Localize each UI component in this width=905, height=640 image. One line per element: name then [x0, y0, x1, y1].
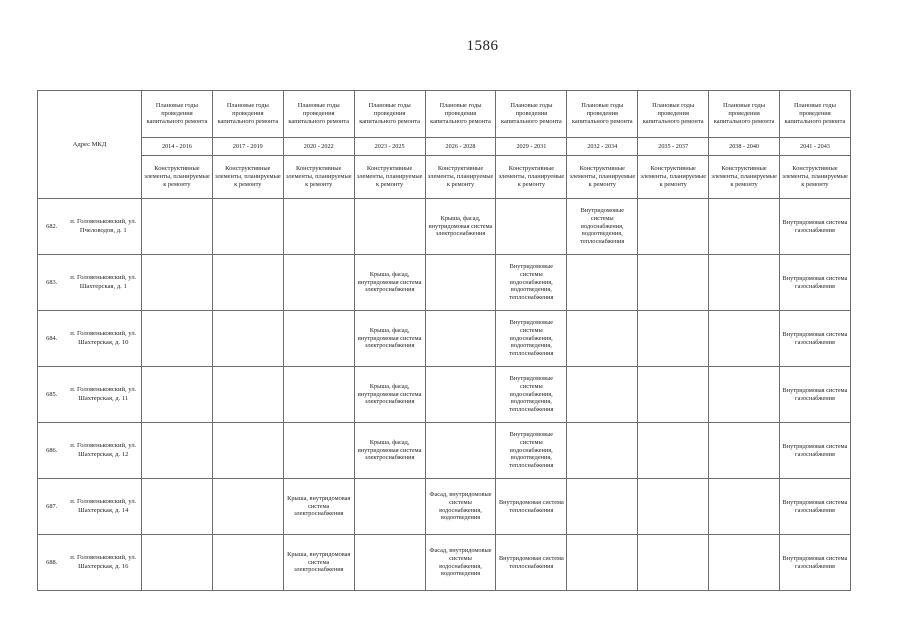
planned-works-cell: Внутридомовая система газоснабжения — [780, 367, 851, 423]
year-range-header: 2032 - 2034 — [567, 138, 638, 156]
year-range-header: 2035 - 2037 — [638, 138, 709, 156]
planned-works-cell — [709, 311, 780, 367]
plan-years-header: Плановые годы проведения капитального ремонта — [142, 91, 213, 138]
elements-header: Конструктивные элементы, планируемые к ремонту — [496, 156, 567, 199]
planned-works-cell: Внутридомовая система газоснабжения — [780, 423, 851, 479]
year-range-header: 2038 - 2040 — [709, 138, 780, 156]
year-range-header: 2020 - 2022 — [283, 138, 354, 156]
header-elements-row — [38, 156, 851, 199]
row-number: 683. — [38, 255, 66, 311]
planned-works-cell — [638, 255, 709, 311]
plan-years-header: Плановые годы проведения капитального ремонта — [780, 91, 851, 138]
year-range-header: 2017 - 2019 — [212, 138, 283, 156]
planned-works-cell — [425, 255, 496, 311]
planned-works-cell — [354, 535, 425, 591]
planned-works-cell: Внутридомовая система газоснабжения — [780, 311, 851, 367]
planned-works-cell — [567, 535, 638, 591]
planned-works-cell — [638, 367, 709, 423]
planned-works-cell — [283, 311, 354, 367]
planned-works-cell: Крыша, фасад, внутридомовая система электроснабжения — [354, 255, 425, 311]
planned-works-cell — [709, 367, 780, 423]
plan-years-header: Плановые годы проведения капитального ремонта — [354, 91, 425, 138]
header-plan-row — [38, 91, 851, 138]
planned-works-cell: Внутридомовая система теплоснабжения — [496, 535, 567, 591]
planned-works-cell — [709, 535, 780, 591]
planned-works-cell — [283, 367, 354, 423]
table-row — [38, 423, 851, 479]
planned-works-cell — [567, 255, 638, 311]
planned-works-cell — [567, 367, 638, 423]
row-number: 685. — [38, 367, 66, 423]
plan-years-header: Плановые годы проведения капитального ремонта — [496, 91, 567, 138]
planned-works-cell — [212, 367, 283, 423]
planned-works-cell — [496, 199, 567, 255]
planned-works-cell — [283, 255, 354, 311]
planned-works-cell: Крыша, фасад, внутридомовая система электроснабжения — [354, 423, 425, 479]
table-row — [38, 255, 851, 311]
planned-works-cell — [709, 255, 780, 311]
plan-years-header: Плановые годы проведения капитального ремонта — [283, 91, 354, 138]
planned-works-cell: Фасад, внутридомовые системы водоснабжения, водоотведения — [425, 535, 496, 591]
planned-works-cell — [425, 367, 496, 423]
plan-years-header: Плановые годы проведения капитального ремонта — [212, 91, 283, 138]
table-row — [38, 311, 851, 367]
elements-header: Конструктивные элементы, планируемые к ремонту — [780, 156, 851, 199]
table-row — [38, 199, 851, 255]
planned-works-cell: Крыша, внутридомовая система электроснабжения — [283, 535, 354, 591]
planned-works-cell — [142, 255, 213, 311]
planned-works-cell — [638, 311, 709, 367]
planned-works-cell: Внутридомовые системы водоснабжения, водоотведения, теплоснабжения — [496, 311, 567, 367]
planned-works-cell — [142, 479, 213, 535]
planned-works-cell — [283, 199, 354, 255]
plan-years-header: Плановые годы проведения капитального ремонта — [709, 91, 780, 138]
planned-works-cell: Внутридомовые системы водоснабжения, водоотведения, теплоснабжения — [496, 423, 567, 479]
planned-works-cell — [709, 479, 780, 535]
address-column-header: Адрес МКД — [38, 91, 142, 199]
planned-works-cell: Внутридомовая система газоснабжения — [780, 479, 851, 535]
year-range-header: 2014 - 2016 — [142, 138, 213, 156]
elements-header: Конструктивные элементы, планируемые к ремонту — [212, 156, 283, 199]
year-range-header: 2041 - 2043 — [780, 138, 851, 156]
planned-works-cell — [142, 311, 213, 367]
building-address: п. Головеньковский, ул. Шахтерская, д. 12 — [66, 423, 142, 479]
planned-works-cell: Крыша, фасад, внутридомовая система электроснабжения — [425, 199, 496, 255]
building-address: п. Головеньковский, ул. Пчеловодов, д. 1 — [66, 199, 142, 255]
header-years-row — [38, 138, 851, 156]
row-number: 684. — [38, 311, 66, 367]
year-range-header: 2026 - 2028 — [425, 138, 496, 156]
building-address: п. Головеньковский, ул. Шахтерская, д. 14 — [66, 479, 142, 535]
planned-works-cell: Крыша, внутридомовая система электроснабжения — [283, 479, 354, 535]
elements-header: Конструктивные элементы, планируемые к ремонту — [354, 156, 425, 199]
planned-works-cell: Крыша, фасад, внутридомовая система электроснабжения — [354, 367, 425, 423]
planned-works-cell — [212, 535, 283, 591]
repair-schedule-table — [37, 90, 851, 591]
planned-works-cell — [354, 479, 425, 535]
planned-works-cell — [638, 535, 709, 591]
planned-works-cell — [425, 423, 496, 479]
planned-works-cell — [567, 479, 638, 535]
planned-works-cell — [425, 311, 496, 367]
planned-works-cell — [354, 199, 425, 255]
building-address: п. Головеньковский, ул. Шахтерская, д. 16 — [66, 535, 142, 591]
page-number: 1586 — [466, 38, 499, 54]
elements-header: Конструктивные элементы, планируемые к ремонту — [638, 156, 709, 199]
year-range-header: 2023 - 2025 — [354, 138, 425, 156]
planned-works-cell — [212, 199, 283, 255]
planned-works-cell — [142, 199, 213, 255]
row-number: 682. — [38, 199, 66, 255]
year-range-header: 2029 - 2031 — [496, 138, 567, 156]
table-row — [38, 367, 851, 423]
building-address: п. Головеньковский, ул. Шахтерская, д. 1 — [66, 255, 142, 311]
table-row — [38, 479, 851, 535]
planned-works-cell — [638, 199, 709, 255]
elements-header: Конструктивные элементы, планируемые к ремонту — [567, 156, 638, 199]
planned-works-cell — [709, 199, 780, 255]
planned-works-cell — [212, 311, 283, 367]
planned-works-cell: Внутридомовые системы водоснабжения, водоотведения, теплоснабжения — [496, 255, 567, 311]
planned-works-cell — [142, 423, 213, 479]
plan-years-header: Плановые годы проведения капитального ремонта — [638, 91, 709, 138]
planned-works-cell — [212, 423, 283, 479]
planned-works-cell — [638, 423, 709, 479]
building-address: п. Головеньковский, ул. Шахтерская, д. 11 — [66, 367, 142, 423]
planned-works-cell: Внутридомовая система газоснабжения — [780, 255, 851, 311]
planned-works-cell: Фасад, внутридомовые системы водоснабжения, водоотведения — [425, 479, 496, 535]
plan-years-header: Плановые годы проведения капитального ремонта — [567, 91, 638, 138]
planned-works-cell: Крыша, фасад, внутридомовая система электроснабжения — [354, 311, 425, 367]
table-row — [38, 535, 851, 591]
planned-works-cell — [567, 423, 638, 479]
planned-works-cell: Внутридомовые системы водоснабжения, водоотведения, теплоснабжения — [496, 367, 567, 423]
row-number: 688. — [38, 535, 66, 591]
planned-works-cell — [212, 479, 283, 535]
planned-works-cell — [709, 423, 780, 479]
planned-works-cell: Внутридомовая система теплоснабжения — [496, 479, 567, 535]
planned-works-cell: Внутридомовая система газоснабжения — [780, 535, 851, 591]
row-number: 687. — [38, 479, 66, 535]
planned-works-cell — [567, 311, 638, 367]
elements-header: Конструктивные элементы, планируемые к ремонту — [142, 156, 213, 199]
planned-works-cell: Внутридомовые системы водоснабжения, водоотведения, теплоснабжения — [567, 199, 638, 255]
planned-works-cell — [142, 367, 213, 423]
elements-header: Конструктивные элементы, планируемые к ремонту — [709, 156, 780, 199]
planned-works-cell: Внутридомовая система газоснабжения — [780, 199, 851, 255]
row-number: 686. — [38, 423, 66, 479]
plan-years-header: Плановые годы проведения капитального ремонта — [425, 91, 496, 138]
planned-works-cell — [283, 423, 354, 479]
planned-works-cell — [142, 535, 213, 591]
planned-works-cell — [638, 479, 709, 535]
planned-works-cell — [212, 255, 283, 311]
elements-header: Конструктивные элементы, планируемые к ремонту — [425, 156, 496, 199]
building-address: п. Головеньковский, ул. Шахтерская, д. 10 — [66, 311, 142, 367]
elements-header: Конструктивные элементы, планируемые к ремонту — [283, 156, 354, 199]
